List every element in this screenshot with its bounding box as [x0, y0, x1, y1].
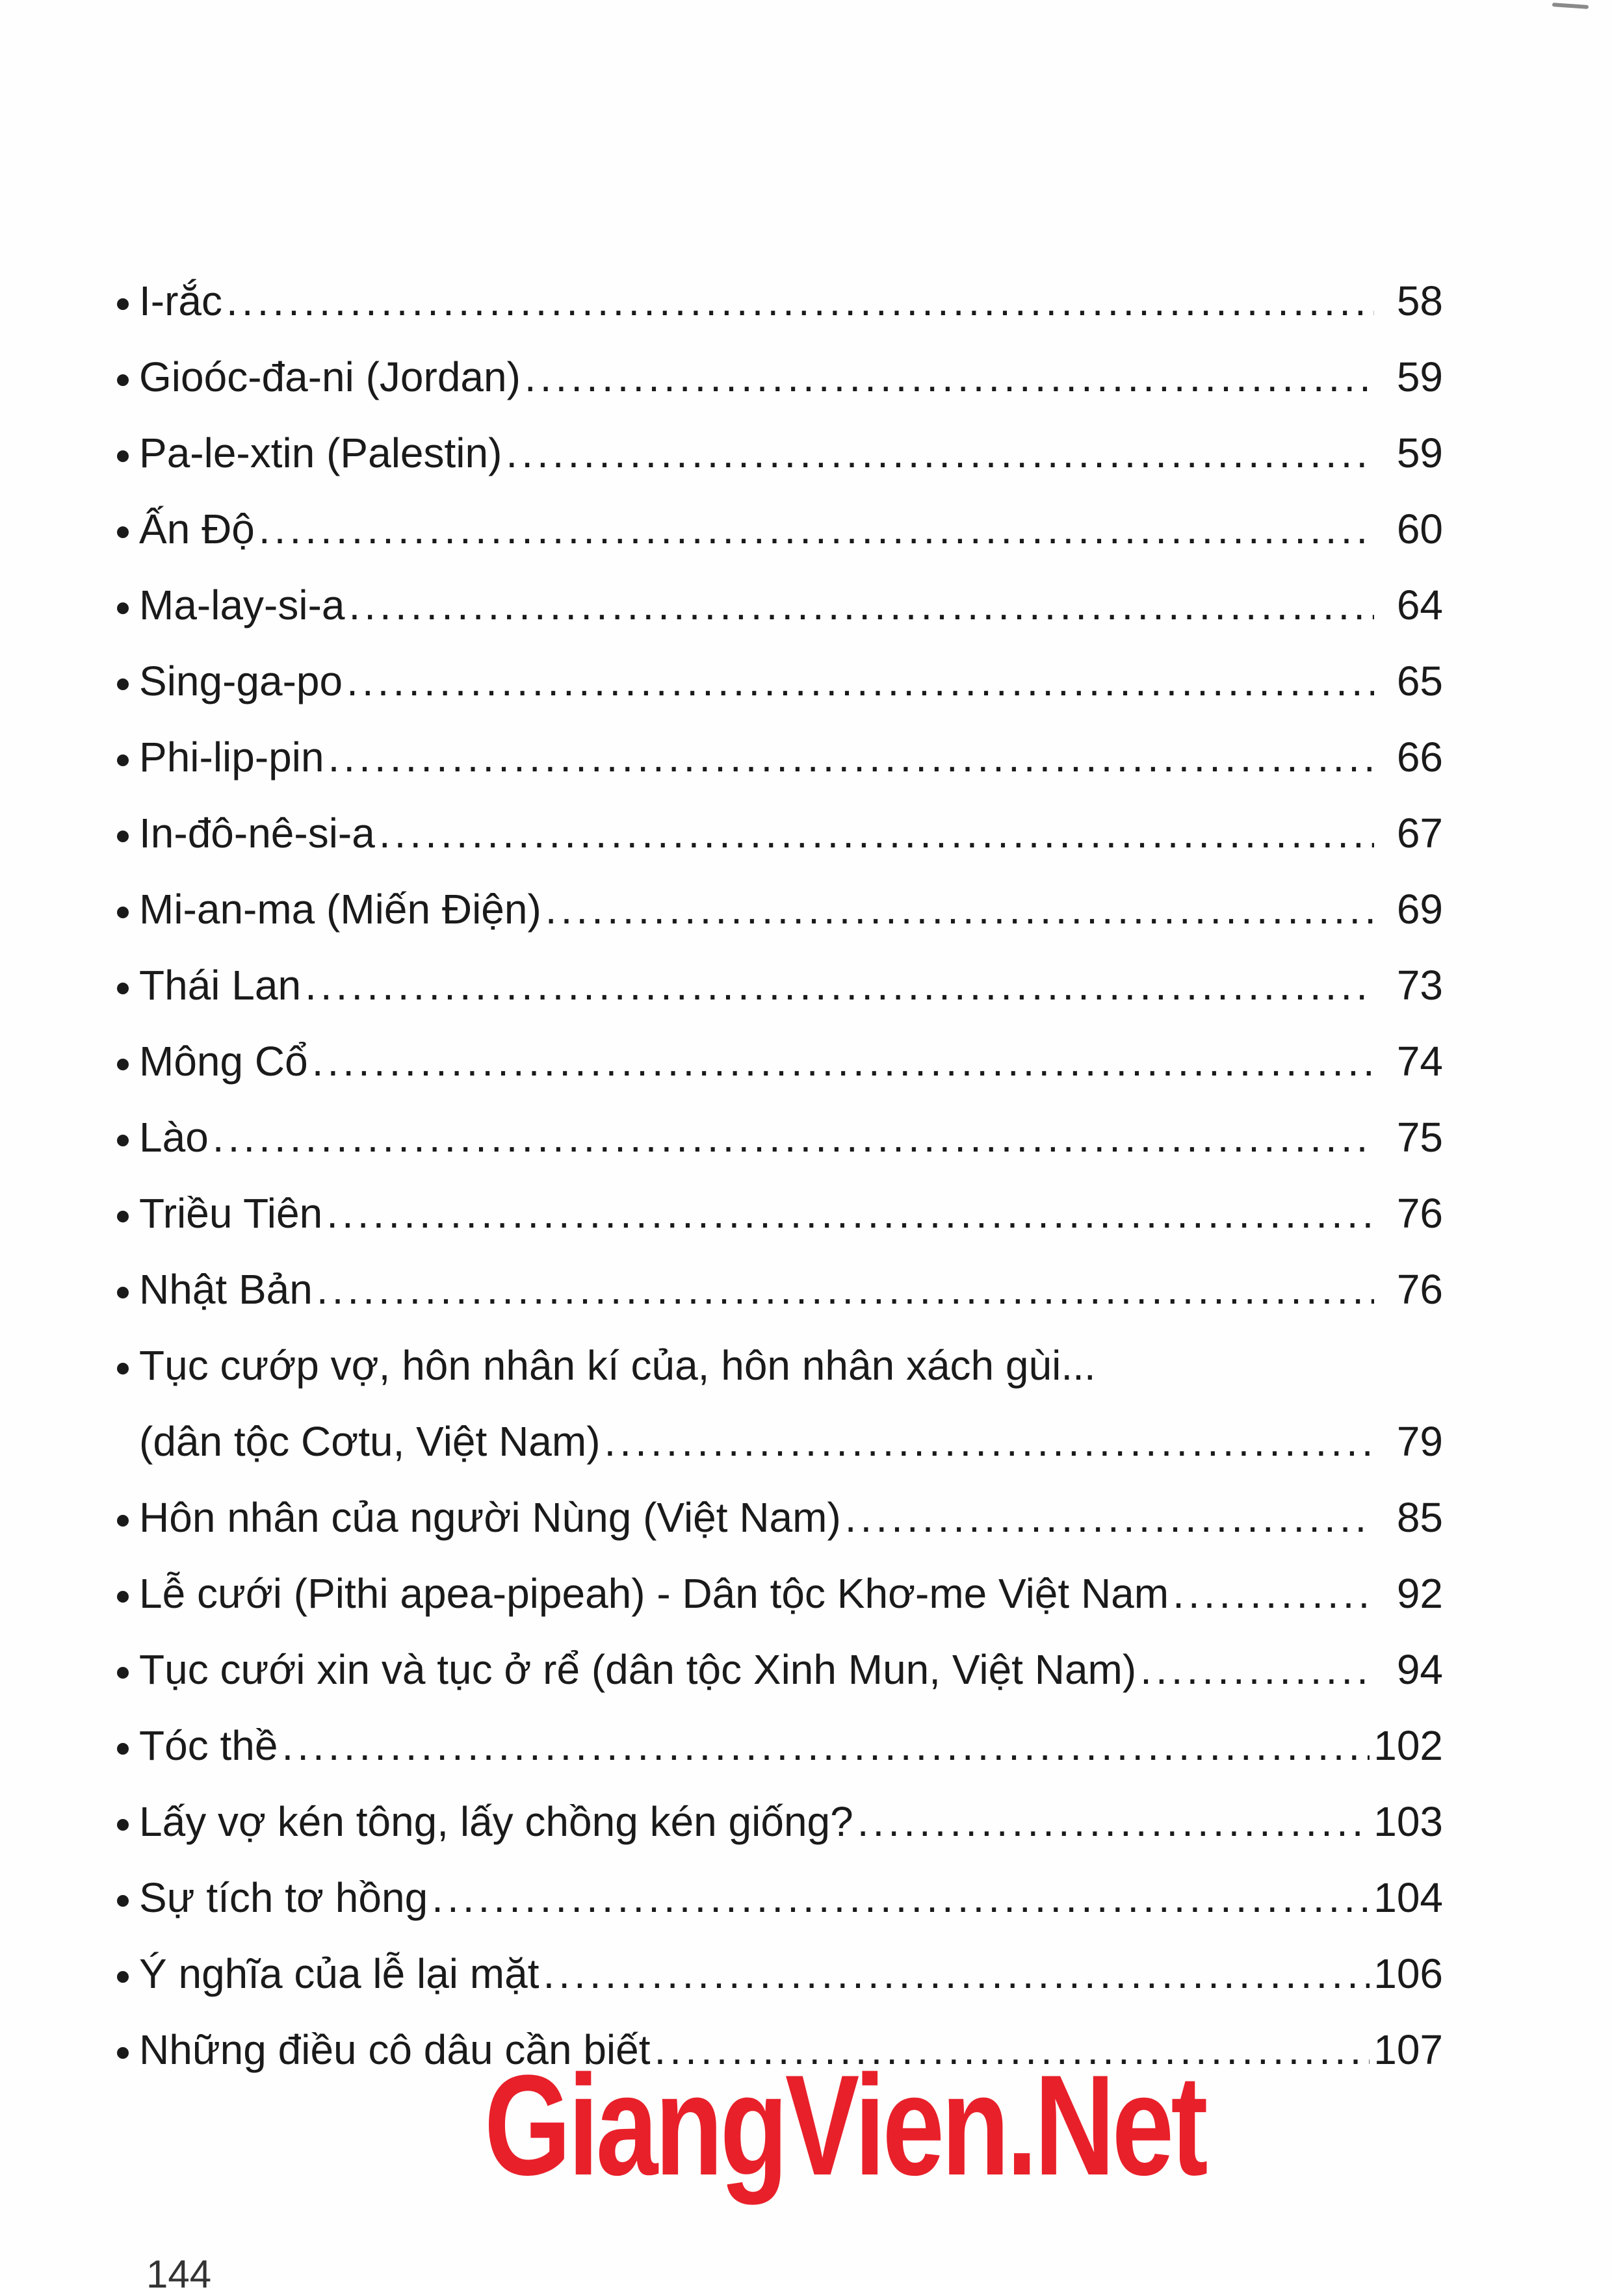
bullet-icon — [117, 1895, 129, 1907]
toc-entry-title: Nhật Bản — [139, 1266, 313, 1313]
toc-entry-page: 73 — [1396, 962, 1443, 1009]
toc-entry-title: Pa-le-xtin (Palestin) — [139, 430, 502, 476]
toc-entry-title: Mông Cổ — [139, 1038, 308, 1085]
toc-entry — [117, 567, 1443, 643]
toc-entry-title: Mi-an-ma (Miến Điện) — [139, 886, 541, 933]
toc-entry-title: Ma-lay-si-a — [139, 582, 345, 628]
toc-entry-title: Tóc thề — [139, 1722, 278, 1769]
toc-entry-page: 102 — [1373, 1722, 1443, 1769]
toc-entry — [117, 1936, 1443, 2012]
toc-entry-title: In-đô-nê-si-a — [139, 810, 375, 857]
bullet-icon — [117, 1135, 129, 1146]
dot-leader — [317, 1252, 1374, 1328]
toc-entry-page: 103 — [1373, 1798, 1443, 1845]
bullet-icon — [117, 678, 129, 690]
dot-leader — [1173, 1556, 1374, 1632]
bullet-icon — [117, 1059, 129, 1070]
toc-entry-page: 74 — [1396, 1038, 1443, 1085]
toc-entry-page: 67 — [1396, 810, 1443, 857]
toc-entry-title: Những điều cô dâu cần biết — [139, 2026, 651, 2073]
toc-entry-title: I-rắc — [139, 277, 222, 324]
bullet-icon — [117, 450, 129, 462]
bullet-icon — [117, 907, 129, 918]
toc-entry — [117, 719, 1443, 795]
bullet-icon — [117, 1971, 129, 1983]
dot-leader — [543, 1936, 1370, 2012]
toc-entry-title: Sing-ga-po — [139, 658, 343, 704]
dot-leader — [326, 1176, 1374, 1252]
bullet-icon — [117, 602, 129, 614]
toc-entry — [117, 1784, 1443, 1860]
toc-entry-page: 107 — [1373, 2026, 1443, 2073]
toc-entry-title: Triều Tiên — [139, 1190, 323, 1237]
toc-entry — [117, 1708, 1443, 1784]
dot-leader — [226, 263, 1374, 339]
dot-leader — [525, 339, 1374, 415]
dot-leader — [845, 1480, 1374, 1556]
bullet-icon — [117, 1211, 129, 1222]
toc-entry — [117, 1100, 1443, 1176]
toc-entry-page: 106 — [1373, 1950, 1443, 1997]
toc-entry-page: 94 — [1396, 1646, 1443, 1693]
bullet-icon — [117, 1743, 129, 1755]
dot-leader — [259, 491, 1374, 567]
toc-entry-page: 59 — [1396, 354, 1443, 400]
toc-entry — [117, 1632, 1443, 1708]
page-number: 144 — [146, 2252, 212, 2296]
toc-entry-title: Lễ cưới (Pithi apea-pipeah) - Dân tộc Khơ-me Việt Nam — [139, 1570, 1169, 1617]
toc-entry-page: 58 — [1396, 277, 1443, 324]
toc-entry-page: 64 — [1396, 582, 1443, 628]
dot-leader — [1140, 1632, 1374, 1708]
bullet-icon — [117, 831, 129, 842]
toc-entry — [117, 263, 1443, 339]
bullet-icon — [117, 298, 129, 310]
toc-entry-title-continuation: (dân tộc Cơtu, Việt Nam) — [139, 1418, 601, 1465]
toc-entry — [117, 339, 1443, 415]
dot-leader — [604, 1404, 1375, 1480]
toc-entry — [117, 1176, 1443, 1252]
toc-entry-title: Ấn Độ — [139, 506, 255, 552]
bullet-icon — [117, 983, 129, 994]
toc-entry-title: Thái Lan — [139, 962, 302, 1009]
bullet-icon — [117, 526, 129, 538]
toc-entry — [117, 643, 1443, 719]
toc-entry-multiline-second — [117, 1404, 1443, 1480]
toc-entry-title: Gioóc-đa-ni (Jordan) — [139, 354, 521, 400]
scan-corner-mark — [1552, 3, 1589, 9]
bullet-icon — [117, 755, 129, 766]
dot-leader — [857, 1784, 1370, 1860]
toc-entry-page: 104 — [1373, 1874, 1443, 1921]
toc-entry-page: 75 — [1396, 1114, 1443, 1161]
dot-leader — [305, 948, 1374, 1024]
toc-entry — [117, 1252, 1443, 1328]
dot-leader — [348, 567, 1374, 643]
toc-entry-page: 65 — [1396, 658, 1443, 704]
toc-entry-page: 92 — [1396, 1570, 1443, 1617]
toc-entry-title: Ý nghĩa của lễ lại mặt — [139, 1950, 540, 1997]
toc-entry — [117, 1024, 1443, 1100]
toc-entry-title: Lấy vợ kén tông, lấy chồng kén giống? — [139, 1798, 853, 1845]
toc-entry-multiline-first — [117, 1328, 1443, 1404]
toc-entry-title: Tục cưới xin và tục ở rể (dân tộc Xinh Mun, Việt Nam) — [139, 1646, 1137, 1693]
dot-leader — [213, 1100, 1374, 1176]
toc-entry-title: Hôn nhân của người Nùng (Việt Nam) — [139, 1494, 841, 1541]
toc-entry — [117, 795, 1443, 871]
dot-leader — [432, 1860, 1370, 1936]
bullet-icon — [117, 1591, 129, 1603]
toc-entry-page: 79 — [1396, 1418, 1443, 1465]
bullet-icon — [117, 2047, 129, 2059]
watermark-logo: GiangVien.Net — [484, 2045, 1205, 2205]
toc-entry-page: 85 — [1396, 1494, 1443, 1541]
dot-leader — [379, 795, 1374, 871]
bullet-icon — [117, 1667, 129, 1679]
toc-entry — [117, 948, 1443, 1024]
toc-entry-page: 69 — [1396, 886, 1443, 933]
bullet-icon — [117, 1819, 129, 1831]
table-of-contents — [117, 263, 1443, 2088]
bullet-icon — [117, 1515, 129, 1527]
dot-leader — [312, 1024, 1374, 1100]
dot-leader — [346, 643, 1374, 719]
dot-leader — [545, 871, 1374, 948]
toc-entry-page: 60 — [1396, 506, 1443, 552]
toc-entry — [117, 1556, 1443, 1632]
bullet-icon — [117, 1363, 129, 1374]
toc-entry — [117, 1480, 1443, 1556]
dot-leader — [506, 415, 1374, 491]
dot-leader — [281, 1708, 1370, 1784]
toc-entry-page: 59 — [1396, 430, 1443, 476]
toc-entry-page: 76 — [1396, 1266, 1443, 1313]
bullet-icon — [117, 374, 129, 386]
toc-entry-title: Sự tích tơ hồng — [139, 1874, 428, 1921]
toc-entry — [117, 871, 1443, 948]
toc-entry-page: 66 — [1396, 734, 1443, 780]
toc-entry-title: Phi-lip-pin — [139, 734, 324, 780]
toc-entry-title: Lào — [139, 1114, 209, 1161]
toc-entry-page: 76 — [1396, 1190, 1443, 1237]
bullet-icon — [117, 1287, 129, 1298]
toc-entry-title: Tục cướp vợ, hôn nhân kí của, hôn nhân xách gùi... — [139, 1342, 1096, 1389]
toc-entry — [117, 415, 1443, 491]
toc-entry — [117, 1860, 1443, 1936]
toc-entry — [117, 491, 1443, 567]
dot-leader — [328, 719, 1374, 795]
